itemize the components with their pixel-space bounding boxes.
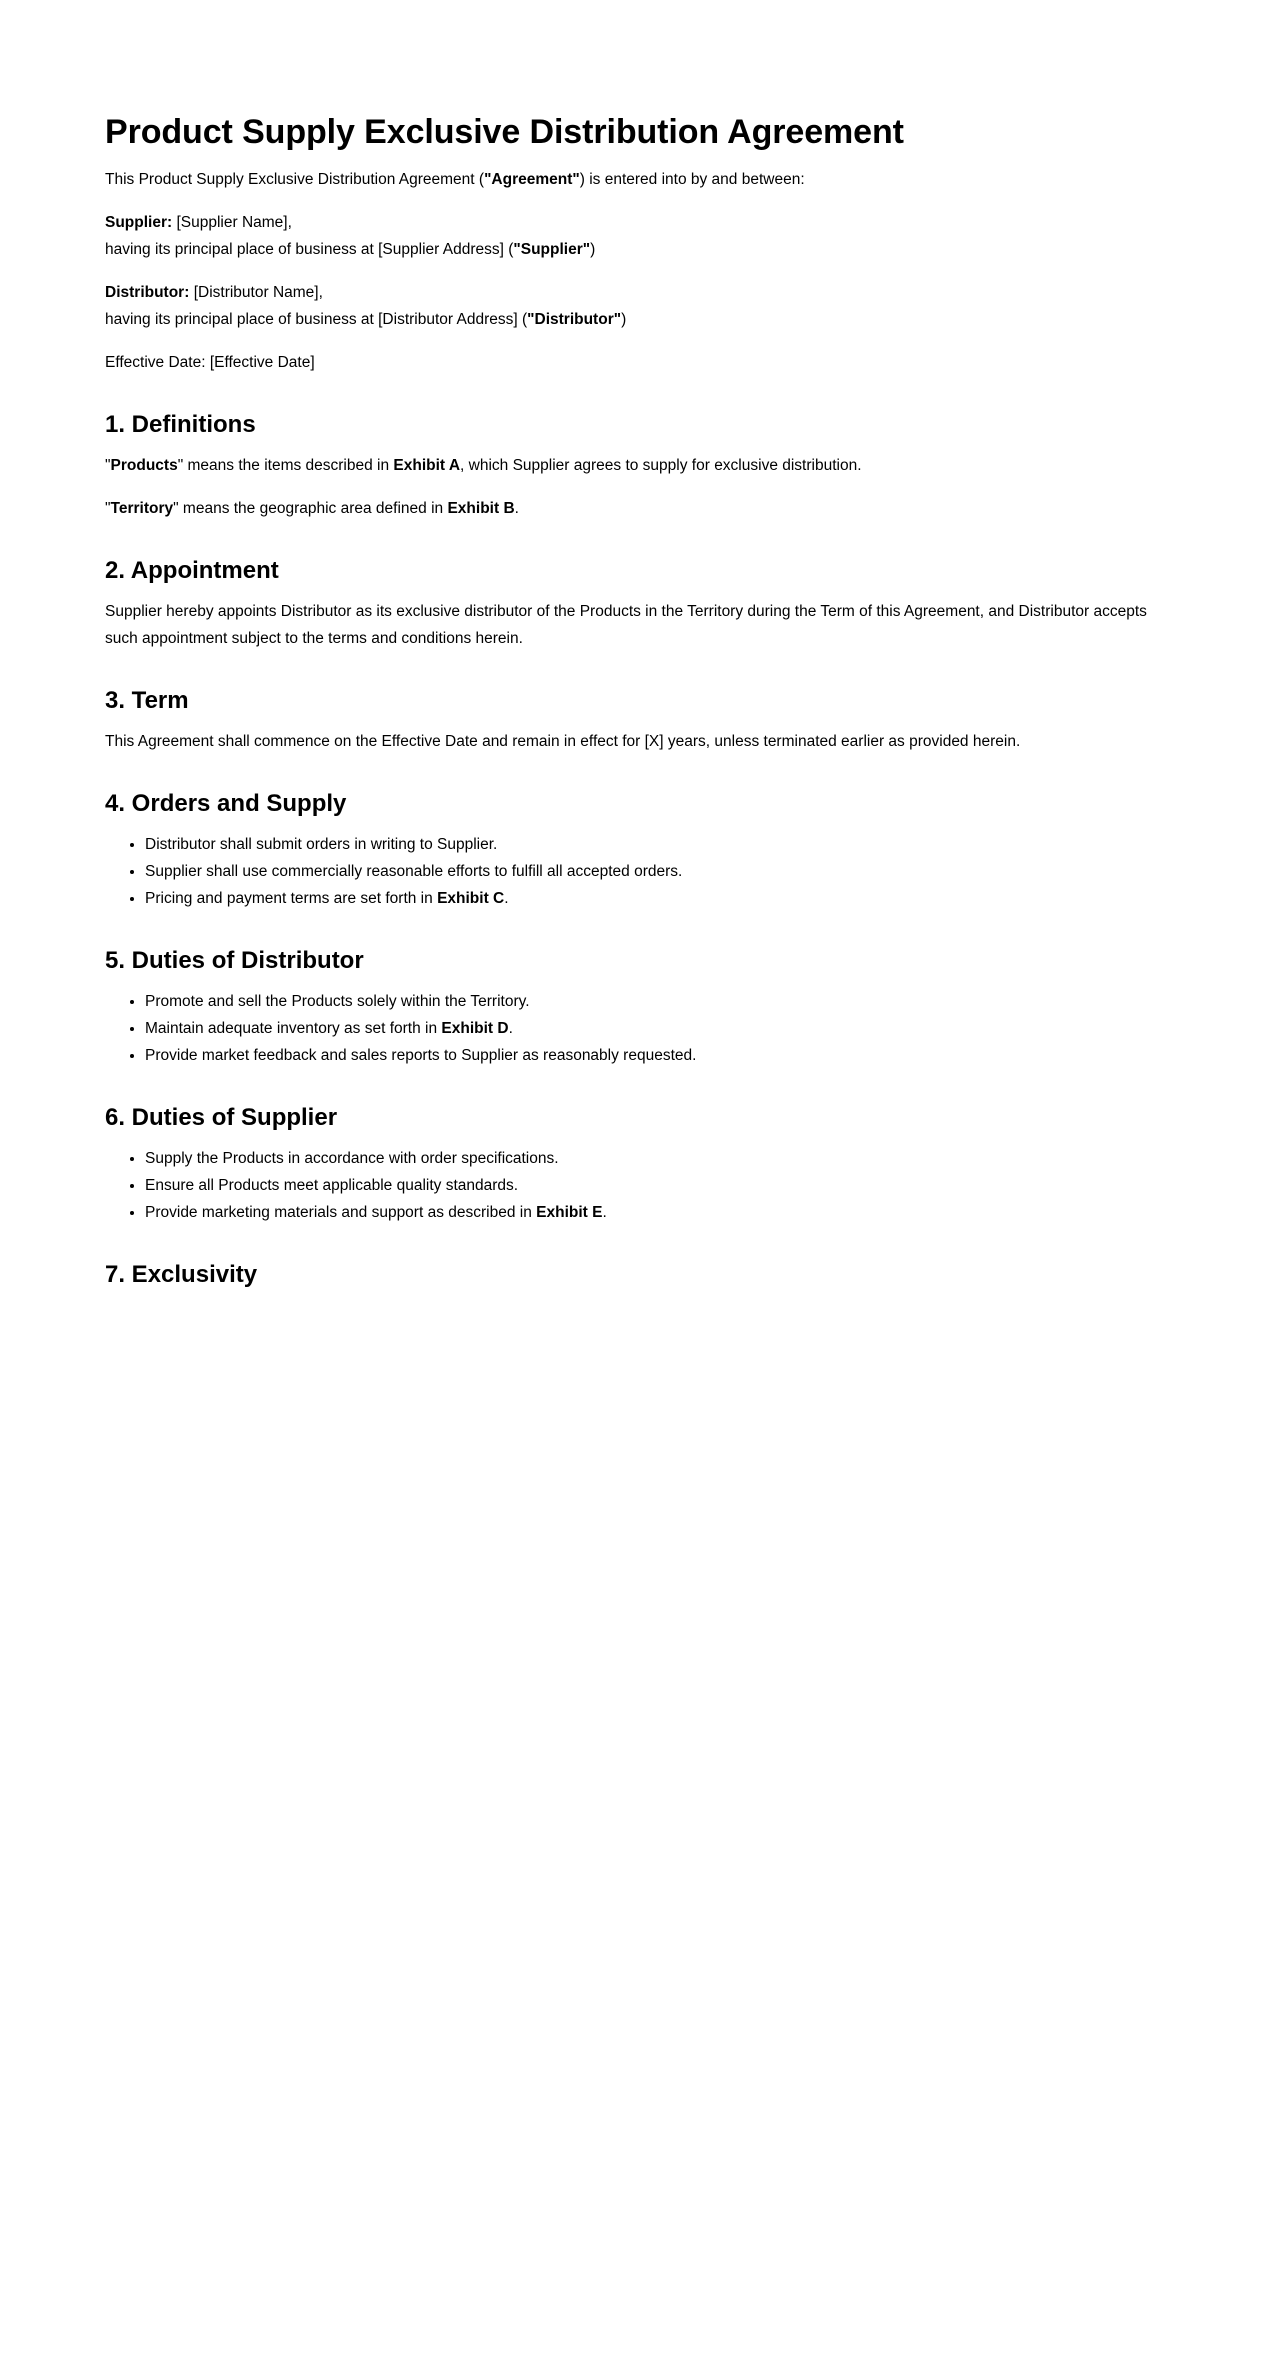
document-title: Product Supply Exclusive Distribution Agreement (105, 113, 904, 151)
exhibit-a-reference: Exhibit A (393, 457, 461, 474)
distributor-duties-list (105, 988, 1165, 1069)
section-heading-exclusivity: 7. Exclusivity (105, 1261, 258, 1288)
list-item: • Provide marketing materials and support as described in Exhibit E. (145, 1199, 1165, 1226)
list-item: • Supply the Products in accordance with order specifications. (145, 1145, 1165, 1172)
supplier-name: [Supplier Name], (172, 214, 292, 231)
definition-products: "Products" means the items described in Exhibit A, which Supplier agrees to supply for exclusive distribution. (105, 457, 862, 474)
intro-paragraph: This Product Supply Exclusive Distribution Agreement ("Agreement") is entered into by and between: (105, 171, 805, 188)
defined-term-supplier: "Supplier" (513, 241, 591, 258)
supplier-address: having its principal place of business at [Supplier Address] ( (105, 241, 514, 258)
defined-term-agreement: "Agreement" (484, 171, 580, 188)
list-item: • Provide market feedback and sales reports to Supplier as reasonably requested. (145, 1042, 1165, 1069)
supplier-duties-list (105, 1145, 1165, 1226)
distributor-address: having its principal place of business at [Distributor Address] ( (105, 311, 528, 328)
term-text: This Agreement shall commence on the Effective Date and remain in effect for [X] years, unless terminated earlier as provided herein. (105, 733, 1021, 750)
distributor-label: Distributor: (105, 284, 190, 301)
exhibit-b-reference: Exhibit B (447, 500, 515, 517)
list-item: • Supplier shall use commercially reasonable efforts to fulfill all accepted orders. (145, 858, 1165, 885)
list-item: • Maintain adequate inventory as set forth in Exhibit D. (145, 1015, 1165, 1042)
section-heading-orders: 4. Orders and Supply (105, 790, 347, 817)
exhibit-c-reference: Exhibit C (437, 890, 505, 907)
effective-date: Effective Date: [Effective Date] (105, 354, 315, 371)
section-heading-definitions: 1. Definitions (105, 411, 256, 438)
defined-term-distributor: "Distributor" (527, 311, 622, 328)
orders-list (105, 831, 1165, 912)
supplier-label: Supplier: (105, 214, 173, 231)
list-item: • Ensure all Products meet applicable quality standards. (145, 1172, 1165, 1199)
distributor-name: [Distributor Name], (189, 284, 323, 301)
appointment-text: Supplier hereby appoints Distributor as its exclusive distributor of the Products in the Territory during the Term of this Agreement, and Distributor accepts such appointment subject to the terms and conditions herein. (105, 603, 1147, 647)
distributor-party-block: Distributor: [Distributor Name], having its principal place of business at [Distributor Address] ("Distributor") (105, 284, 627, 328)
section-heading-supplier-duties: 6. Duties of Supplier (105, 1104, 338, 1131)
exhibit-d-reference: Exhibit D (441, 1020, 509, 1037)
exhibit-e-reference: Exhibit E (536, 1204, 603, 1221)
supplier-party-block: Supplier: [Supplier Name], having its principal place of business at [Supplier Address] ("Supplier") (105, 214, 596, 258)
agreement-document (105, 112, 1165, 1296)
list-item: • Promote and sell the Products solely within the Territory. (145, 988, 1165, 1015)
section-heading-appointment: 2. Appointment (105, 557, 279, 584)
section-heading-term: 3. Term (105, 687, 189, 714)
list-item: • Pricing and payment terms are set forth in Exhibit C. (145, 885, 1165, 912)
section-heading-distributor-duties: 5. Duties of Distributor (105, 947, 364, 974)
definition-territory: "Territory" means the geographic area defined in Exhibit B. (105, 500, 519, 517)
list-item: • Distributor shall submit orders in writing to Supplier. (145, 831, 1165, 858)
